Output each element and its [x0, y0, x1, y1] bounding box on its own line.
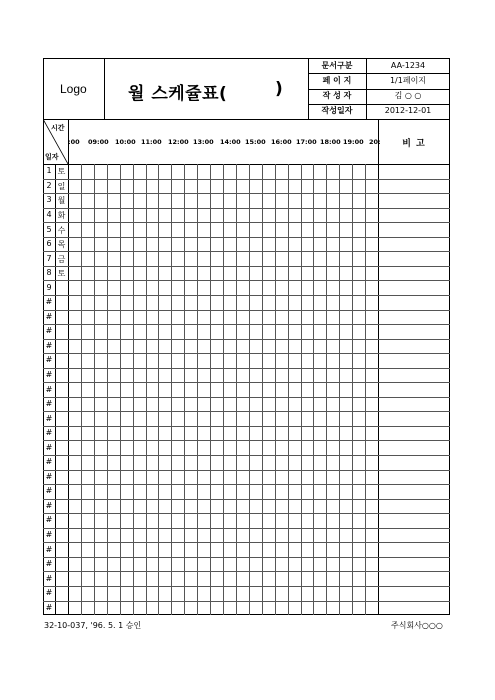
row-line [43, 586, 450, 587]
logo: Logo [60, 82, 87, 96]
time-label: 12:00 [168, 138, 189, 146]
time-label: 14:00 [220, 138, 241, 146]
row-line [43, 499, 450, 500]
meta-row-line [308, 73, 450, 74]
row-number: # [45, 500, 53, 510]
row-day: 수 [57, 225, 66, 235]
row-number: 6 [46, 239, 52, 248]
row-number: # [45, 311, 53, 321]
row-number: # [45, 297, 53, 307]
row-number: # [45, 573, 53, 583]
time-column-line [313, 164, 314, 615]
row-line [43, 222, 450, 223]
row-number: # [45, 457, 53, 467]
time-column-line [223, 164, 224, 615]
time-label: 19:00 [343, 138, 364, 146]
row-number: 7 [46, 253, 52, 263]
row-line [43, 237, 450, 238]
time-label: 17:00 [296, 138, 317, 146]
time-column-line [339, 164, 340, 615]
meta-value: 2012-12-01 [384, 106, 432, 116]
footer-approval: 32-10-037, '96. 5. 1 승인 [44, 621, 142, 630]
time-column-line [94, 164, 95, 615]
row-number: 8 [46, 268, 52, 278]
row-number: # [45, 340, 53, 350]
row-line [43, 426, 450, 427]
row-day: 토 [57, 167, 66, 177]
time-column-line [171, 164, 172, 615]
row-line [43, 208, 450, 209]
row-number: 2 [46, 180, 52, 190]
meta-value: 1/1페이지 [389, 75, 427, 85]
meta-value: AA-1234 [390, 60, 426, 70]
row-line [43, 411, 450, 412]
row-line [43, 542, 450, 543]
row-number: # [45, 442, 53, 452]
row-line [43, 528, 450, 529]
row-line [43, 251, 450, 252]
header-bottom-line [43, 119, 450, 120]
row-number: # [45, 355, 53, 365]
row-line [43, 513, 450, 514]
row-number: 5 [46, 224, 52, 234]
row-number: # [45, 530, 53, 539]
meta-value: 김 ○ ○ [394, 91, 422, 100]
row-line [43, 382, 450, 383]
time-label: 18:00 [320, 138, 341, 146]
row-number: # [45, 399, 53, 408]
row-line [43, 455, 450, 456]
time-column-line [249, 164, 250, 615]
row-line [43, 324, 450, 325]
row-line [43, 397, 450, 398]
time-label: 11:00 [141, 138, 162, 146]
time-label: 09:00 [88, 138, 109, 146]
time-column-line [197, 164, 198, 615]
row-number: 9 [46, 282, 52, 292]
time-column-line [81, 164, 82, 615]
row-day: 일 [57, 181, 66, 191]
corner-diagonal [43, 119, 68, 164]
meta-row-line [308, 104, 450, 105]
time-column-line [262, 164, 263, 615]
remarks-header: 비 고 [402, 139, 426, 149]
row-number: # [45, 602, 53, 612]
row-number: # [45, 471, 53, 481]
row-day: 화 [57, 210, 66, 220]
row-line [43, 179, 450, 180]
time-column-line [288, 164, 289, 615]
row-number: # [45, 326, 53, 336]
row-number: # [45, 544, 53, 554]
corner-date-label: 일자 [45, 153, 59, 161]
row-line [43, 470, 450, 471]
time-column-line [210, 164, 211, 615]
row-line [43, 571, 450, 572]
row-line [43, 440, 450, 441]
time-column-line [301, 164, 302, 615]
row-line [43, 339, 450, 340]
time-column-line [158, 164, 159, 615]
time-column-line [365, 164, 366, 615]
corner-time-label: 시간 [51, 124, 65, 132]
meta-label: 페 이 지 [322, 75, 352, 85]
logo-divider [104, 58, 105, 119]
time-column-line [184, 164, 185, 615]
row-number: # [45, 370, 53, 379]
time-column-line [146, 164, 147, 615]
time-column-line [352, 164, 353, 615]
row-number: 4 [46, 209, 52, 219]
meta-label: 작 성 자 [322, 91, 352, 100]
row-line [43, 193, 450, 194]
row-number: # [45, 384, 53, 394]
footer-company: 주식회사○○○ [391, 621, 443, 630]
row-number: # [45, 486, 53, 496]
time-label: 10:00 [115, 138, 136, 146]
row-line [43, 353, 450, 354]
time-label: 20: [369, 138, 381, 146]
time-column-line [275, 164, 276, 615]
time-label: 13:00 [193, 138, 214, 146]
page-title-close: ) [275, 79, 284, 99]
page-title: 월 스케쥴표( [128, 84, 228, 104]
row-line [43, 310, 450, 311]
time-label: 16:00 [271, 138, 292, 146]
row-line [43, 266, 450, 267]
row-number: # [45, 413, 53, 423]
time-column-line [236, 164, 237, 615]
time-label: :00 [68, 138, 80, 146]
row-line [43, 601, 450, 602]
row-number: # [45, 588, 53, 598]
meta-label: 작성일자 [321, 106, 353, 116]
meta-row-line [308, 89, 450, 90]
row-day: 월 [57, 196, 66, 206]
meta-label: 문서구분 [321, 60, 353, 70]
time-column-line [326, 164, 327, 615]
row-line [43, 295, 450, 296]
time-column-line [107, 164, 108, 615]
row-number: # [45, 559, 53, 569]
time-column-line [120, 164, 121, 615]
time-label: 15:00 [245, 138, 266, 146]
row-day: 목 [57, 240, 66, 249]
row-line [43, 557, 450, 558]
time-column-line [133, 164, 134, 615]
row-number: 1 [46, 166, 52, 176]
row-number: # [45, 428, 53, 438]
row-day: 금 [57, 254, 66, 264]
row-number: 3 [46, 195, 52, 205]
grid-header-bottom [43, 164, 450, 165]
row-day: 토 [57, 269, 66, 279]
row-number: # [45, 515, 53, 525]
row-line [43, 280, 450, 281]
row-line [43, 484, 450, 485]
row-line [43, 368, 450, 369]
